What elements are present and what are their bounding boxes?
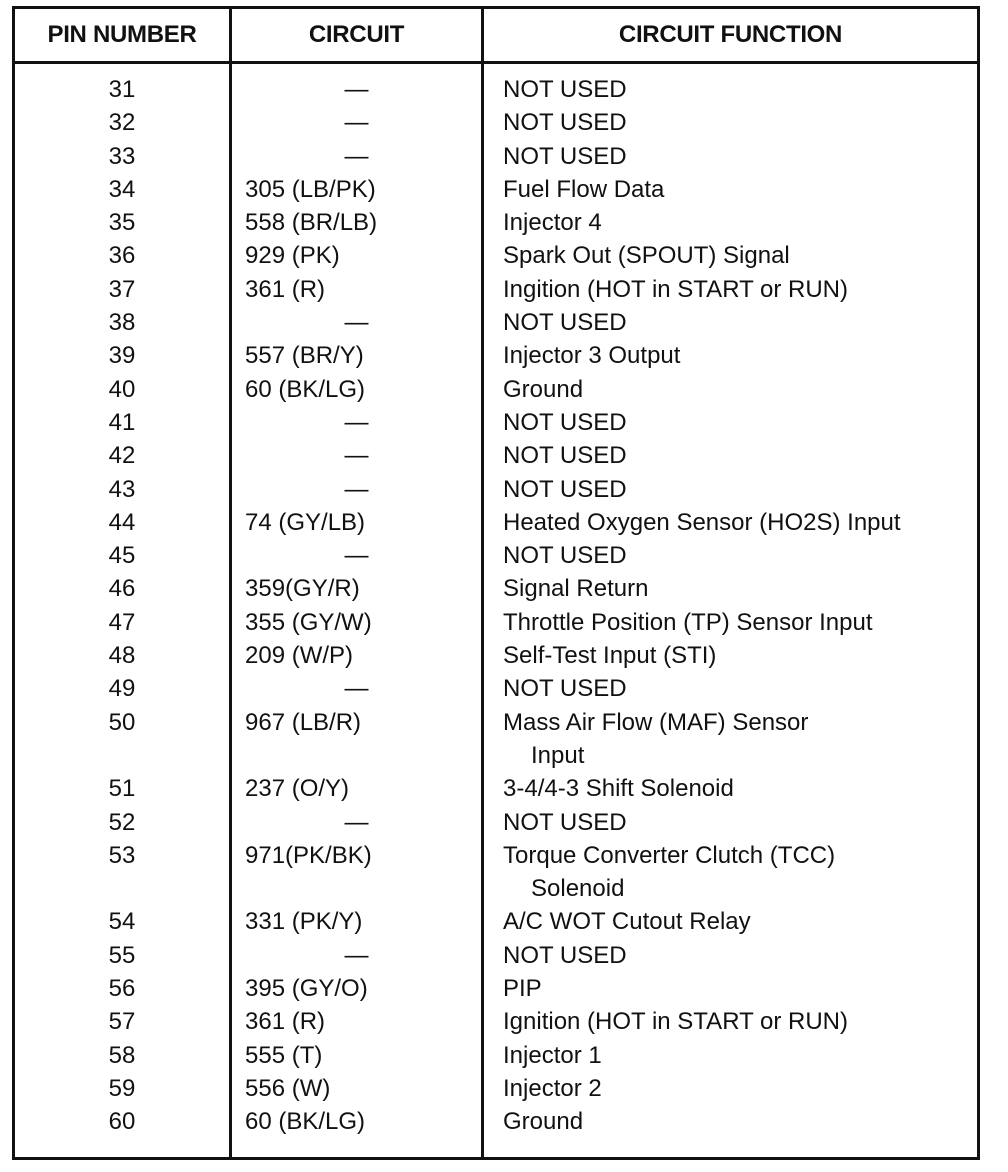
table-row (15, 306, 977, 339)
table-row (15, 506, 977, 539)
circuit: — (344, 675, 369, 703)
circuit-function-text: Ground (503, 375, 584, 403)
circuit-function (503, 73, 973, 106)
pin-number: 58 (108, 1041, 136, 1069)
pin-number: 35 (108, 209, 136, 237)
circuit: 971(PK/BK) (245, 841, 372, 869)
circuit-function-text: 3-4/4-3 Shift Solenoid (503, 775, 734, 803)
circuit: — (344, 941, 369, 969)
circuit: — (344, 309, 369, 337)
circuit-function-text: Self-Test Input (STI) (503, 642, 717, 670)
header-circuit: CIRCUIT (308, 21, 405, 48)
table-row (15, 373, 977, 406)
table-row (15, 706, 977, 773)
circuit: — (344, 808, 369, 836)
pin-number: 59 (108, 1074, 136, 1102)
table-row (15, 473, 977, 506)
circuit: 929 (PK) (245, 242, 340, 270)
circuit: 237 (O/Y) (245, 775, 350, 803)
circuit-function (503, 905, 973, 938)
circuit-function (503, 1039, 973, 1072)
circuit-function (503, 1005, 973, 1038)
circuit-function (503, 339, 973, 372)
circuit-function (503, 106, 973, 139)
circuit-function-text: NOT USED (503, 542, 627, 570)
table-row (15, 539, 977, 572)
table-row (15, 339, 977, 372)
circuit-function (503, 672, 973, 705)
table-row (15, 905, 977, 938)
circuit: 60 (BK/LG) (245, 375, 366, 403)
circuit-function-text: Ignition (HOT in START or RUN) (503, 1008, 848, 1036)
pin-number: 40 (108, 375, 136, 403)
table-row (15, 206, 977, 239)
table-row (15, 406, 977, 439)
circuit-function-text: Injector 4 (503, 209, 602, 237)
circuit-function (503, 1105, 973, 1138)
circuit: — (344, 408, 369, 436)
circuit-function-text: PIP (503, 975, 542, 1003)
circuit: — (344, 542, 369, 570)
pin-number: 52 (108, 808, 136, 836)
table-row (15, 173, 977, 206)
circuit-function-text: NOT USED (503, 76, 627, 103)
table-row (15, 1005, 977, 1038)
circuit-function-text: Mass Air Flow (MAF) Sensor (503, 708, 809, 736)
circuit: 558 (BR/LB) (245, 209, 378, 237)
circuit-function-text: Injector 1 (503, 1041, 602, 1069)
circuit-function (503, 373, 973, 406)
circuit: — (344, 142, 369, 170)
pin-number: 54 (108, 908, 136, 936)
circuit-function (503, 140, 973, 173)
circuit-function-continuation: Solenoid (531, 874, 625, 902)
pin-table (12, 6, 980, 1160)
table-row (15, 572, 977, 605)
pin-number: 32 (108, 109, 136, 137)
circuit-function (503, 806, 973, 839)
table-row (15, 972, 977, 1005)
circuit-function-text: NOT USED (503, 442, 627, 470)
pin-number: 31 (108, 76, 136, 103)
table-row (15, 73, 977, 106)
circuit-function-text: Injector 3 Output (503, 342, 681, 370)
pin-number: 48 (108, 642, 136, 670)
pin-number: 51 (108, 775, 136, 803)
circuit-function-text: Torque Converter Clutch (TCC) (503, 841, 836, 869)
table-row (15, 939, 977, 972)
pin-number: 34 (108, 175, 136, 203)
pin-number: 55 (108, 941, 136, 969)
pin-number: 36 (108, 242, 136, 270)
table-row (15, 772, 977, 805)
pin-number: 60 (108, 1108, 136, 1136)
circuit-function (503, 206, 973, 239)
circuit: — (344, 442, 369, 470)
circuit-function-text: NOT USED (503, 109, 627, 137)
circuit-function (503, 173, 973, 206)
pin-number: 47 (108, 608, 136, 636)
circuit-function-text: NOT USED (503, 808, 627, 836)
pin-number: 46 (108, 575, 136, 603)
circuit-function (503, 473, 973, 506)
circuit: 556 (W) (245, 1074, 331, 1102)
circuit: — (344, 475, 369, 503)
circuit-function (503, 539, 973, 572)
circuit: 557 (BR/Y) (245, 342, 364, 370)
table-row (15, 1105, 977, 1138)
table-row (15, 1072, 977, 1105)
circuit: 60 (BK/LG) (245, 1108, 366, 1136)
circuit: 395 (GY/O) (245, 975, 368, 1003)
circuit-function (503, 639, 973, 672)
circuit: 355 (GY/W) (245, 608, 372, 636)
pin-number: 38 (108, 309, 136, 337)
circuit-function (503, 439, 973, 472)
circuit-function (503, 572, 973, 605)
pin-number: 57 (108, 1008, 136, 1036)
circuit: 361 (R) (245, 1008, 326, 1036)
circuit-function (503, 606, 973, 639)
circuit-function-text: NOT USED (503, 941, 627, 969)
pin-number: 37 (108, 275, 136, 303)
circuit-function (503, 406, 973, 439)
circuit-function-text: Spark Out (SPOUT) Signal (503, 242, 790, 270)
pin-number: 42 (108, 442, 136, 470)
circuit-function (503, 306, 973, 339)
table-row (15, 273, 977, 306)
circuit-function-text: NOT USED (503, 475, 627, 503)
circuit-function (503, 506, 973, 539)
circuit: 331 (PK/Y) (245, 908, 363, 936)
pin-number: 50 (108, 708, 136, 736)
circuit: 359(GY/R) (245, 575, 360, 603)
circuit-function (503, 273, 973, 306)
circuit-function-continuation: Input (531, 741, 585, 769)
circuit-function-text: NOT USED (503, 675, 627, 703)
pin-number: 53 (108, 841, 136, 869)
circuit-function-text: NOT USED (503, 408, 627, 436)
circuit-function-text: Heated Oxygen Sensor (HO2S) Input (503, 508, 901, 536)
circuit: — (344, 76, 369, 103)
circuit-function-text: Ingition (HOT in START or RUN) (503, 275, 848, 303)
circuit-function (503, 972, 973, 1005)
pin-number: 41 (108, 408, 136, 436)
table-row (15, 1039, 977, 1072)
table-row (15, 672, 977, 705)
pin-number: 43 (108, 475, 136, 503)
table-row (15, 606, 977, 639)
circuit-function-text: Injector 2 (503, 1074, 602, 1102)
circuit-function (503, 939, 973, 972)
pin-number: 33 (108, 142, 136, 170)
table-row (15, 639, 977, 672)
circuit-function-text: Signal Return (503, 575, 649, 603)
header-circuit-function: CIRCUIT FUNCTION (618, 21, 843, 48)
circuit: 305 (LB/PK) (245, 175, 376, 203)
circuit-function (503, 772, 973, 805)
circuit-function (503, 706, 973, 772)
circuit-function (503, 239, 973, 272)
circuit-function-text: Fuel Flow Data (503, 175, 665, 203)
table-body (15, 73, 977, 1139)
circuit: — (344, 109, 369, 137)
circuit: 74 (GY/LB) (245, 508, 366, 536)
table-row (15, 106, 977, 139)
circuit-function-text: NOT USED (503, 142, 627, 170)
pin-number: 39 (108, 342, 136, 370)
table-row (15, 439, 977, 472)
table-row (15, 239, 977, 272)
circuit: 967 (LB/R) (245, 708, 362, 736)
header-divider (15, 61, 977, 64)
table-row (15, 140, 977, 173)
pin-number: 49 (108, 675, 136, 703)
circuit-function-text: Ground (503, 1108, 584, 1136)
header-pin-number: PIN NUMBER (47, 21, 197, 48)
circuit-function (503, 839, 973, 905)
pin-number: 56 (108, 975, 136, 1003)
table-row (15, 806, 977, 839)
circuit-function-text: Throttle Position (TP) Sensor Input (503, 608, 873, 636)
pin-number: 45 (108, 542, 136, 570)
circuit-function (503, 1072, 973, 1105)
table-row (15, 839, 977, 906)
circuit: 209 (W/P) (245, 642, 354, 670)
circuit: 555 (T) (245, 1041, 323, 1069)
circuit: 361 (R) (245, 275, 326, 303)
circuit-function-text: A/C WOT Cutout Relay (503, 908, 751, 936)
pin-number: 44 (108, 508, 136, 536)
circuit-function-text: NOT USED (503, 309, 627, 337)
